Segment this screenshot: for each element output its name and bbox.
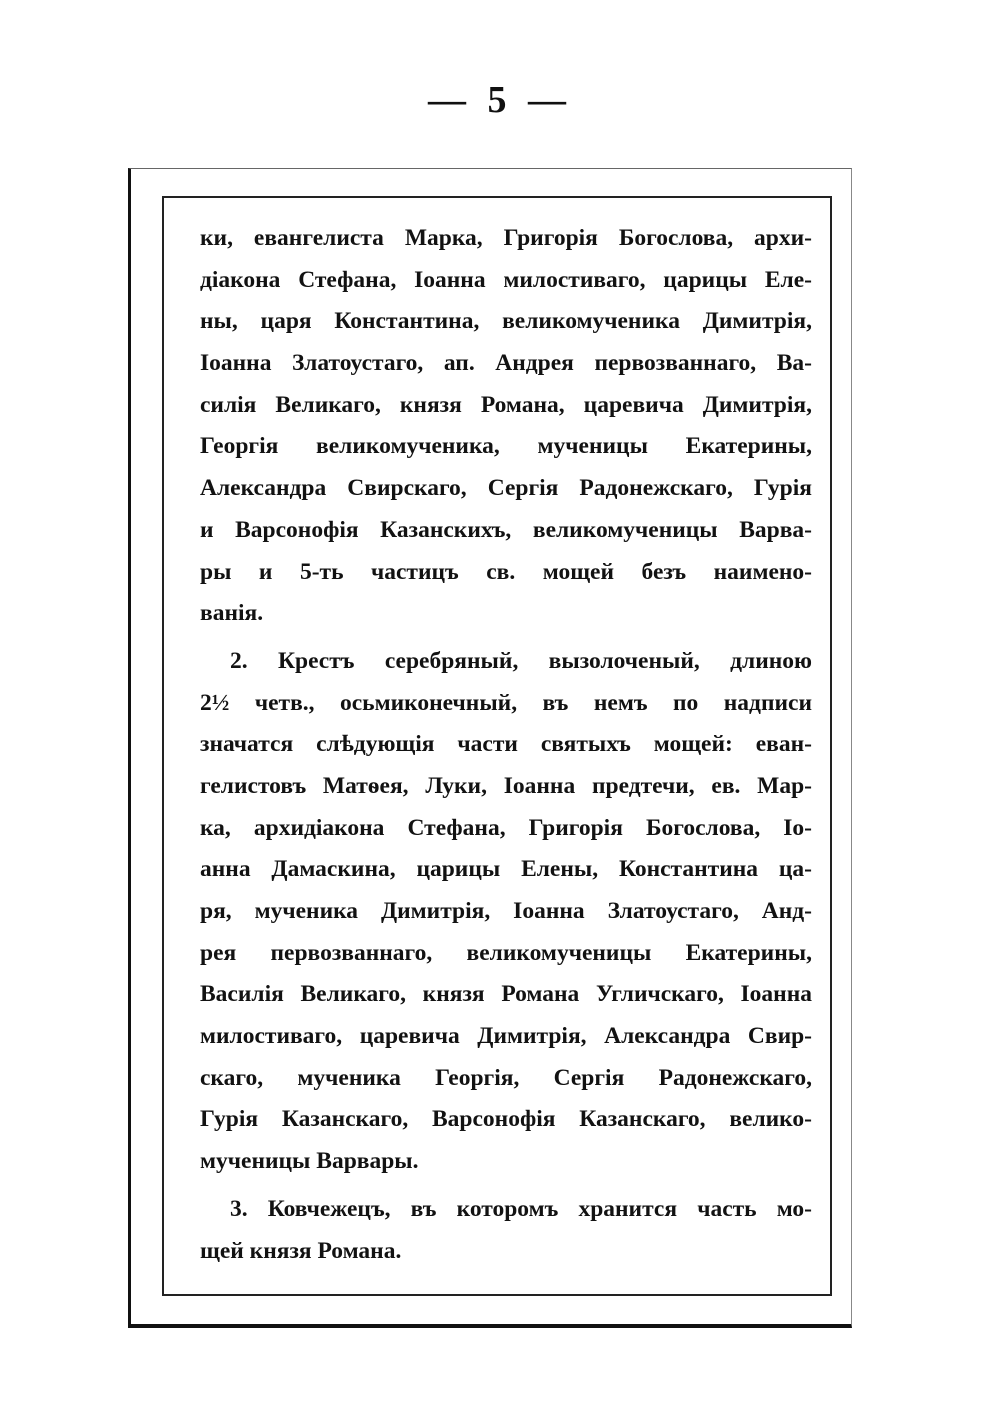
text-line: ки, евангелиста Марка, Григорія Богослова, архи-	[200, 225, 812, 251]
text-line: Гурія Казанскаго, Варсонофія Казанскаго, велико-	[200, 1106, 812, 1133]
text-line: Іоанна Златоустаго, ап. Андрея первозваннаго, Ва-	[200, 350, 812, 377]
text-line: 3. Ковчежецъ, въ которомъ хранится часть мо-	[230, 1195, 812, 1222]
text-line: діакона Стефана, Іоанна милостиваго, царицы Еле-	[200, 266, 812, 293]
text-line: ря, мученика Димитрія, Іоанна Златоустаго, Анд-	[200, 898, 812, 924]
text-line: 2½ четв., осьмиконечный, въ немъ по надписи	[200, 689, 812, 716]
text-line: Александра Свирскаго, Сергія Радонежскаго, Гурія	[200, 475, 812, 502]
text-line: анна Дамаскина, царицы Елены, Константина ца-	[200, 856, 812, 883]
text-line: Василія Великаго, князя Романа Угличскаго, Іоанна	[200, 981, 812, 1008]
text-line: милостиваго, царевича Димитрія, Александра Свир-	[200, 1023, 812, 1050]
text-line: Георгія великомученика, мученицы Екатерины,	[200, 433, 812, 460]
text-line: щей князя Романа.	[200, 1237, 402, 1264]
paragraph-3	[200, 1189, 812, 1272]
page-number: — 5 —	[428, 79, 572, 121]
text-line: скаго, мученика Георгія, Сергія Радонежскаго,	[200, 1064, 812, 1091]
text-line: гелистовъ Матѳея, Луки, Іоанна предтечи, ев. Мар-	[200, 772, 812, 799]
text-line: силія Великаго, князя Романа, царевича Димитрія,	[200, 391, 812, 418]
text-line: значатся слѣдующія части святыхъ мощей: еван-	[200, 731, 812, 758]
text-line: мученицы Варвары.	[200, 1148, 419, 1175]
body-text	[200, 218, 812, 1272]
text-line: ны, царя Константина, великомученика Димитрія,	[200, 308, 812, 335]
paragraph-2	[200, 641, 812, 1183]
text-line: рея первозваннаго, великомученицы Екатерины,	[200, 939, 812, 966]
paragraph-1	[200, 218, 812, 635]
text-line: ка, архидіакона Стефана, Григорія Богослова, Іо-	[200, 814, 812, 841]
text-line: и Варсонофія Казанскихъ, великомученицы Варва-	[200, 516, 812, 543]
text-line: ры и 5-ть частицъ св. мощей безъ наименo-	[200, 558, 812, 585]
text-line: 2. Крестъ серебряный, вызолоченый, длиною	[230, 647, 812, 674]
text-line: ванія.	[200, 600, 264, 627]
